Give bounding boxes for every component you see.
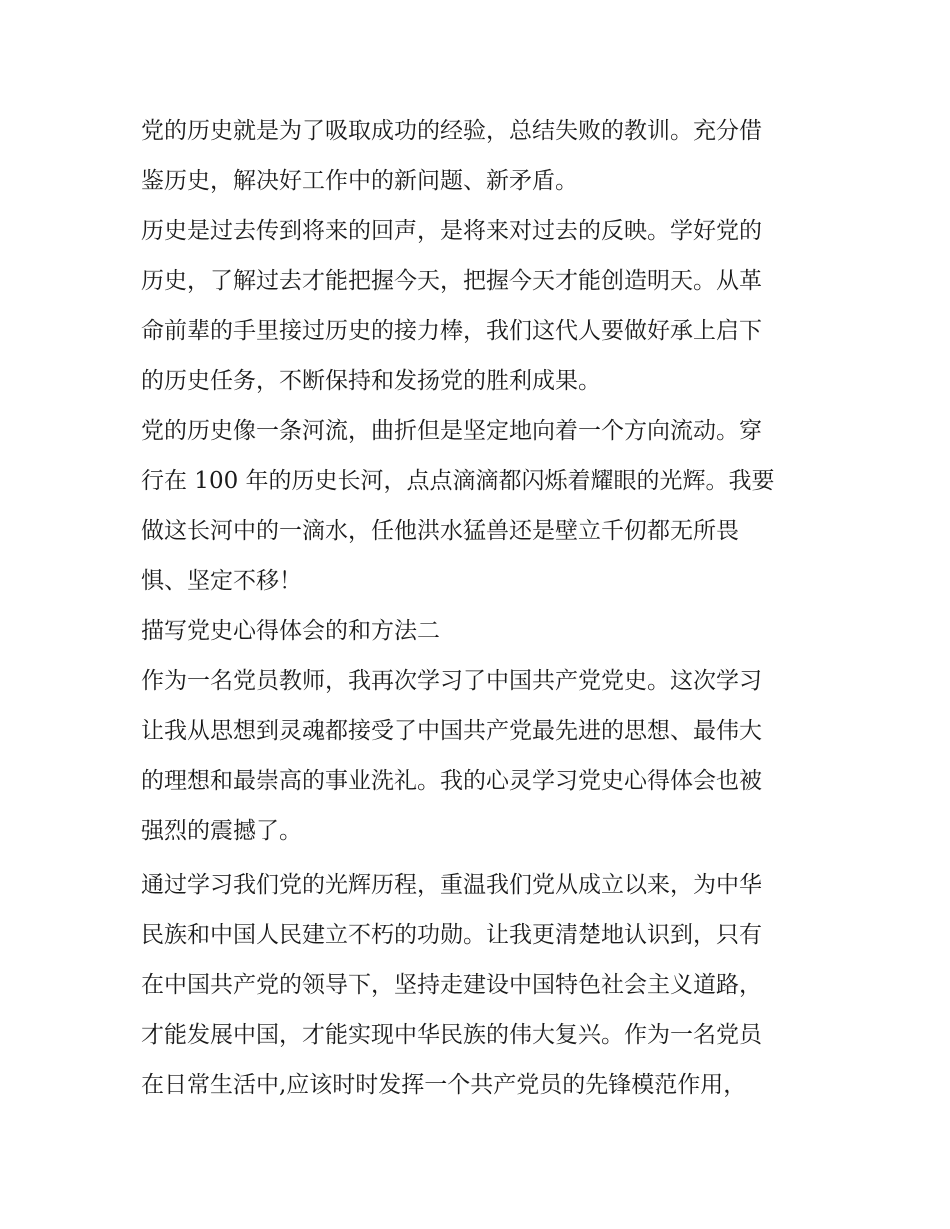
text-line: 作为一名党员教师，我再次学习了中国共产党党史。这次学习 bbox=[141, 668, 762, 694]
text-line: 党的历史就是为了吸取成功的经验，总结失败的教训。充分借 bbox=[141, 118, 762, 144]
text-line: 在中国共产党的领导下，坚持走建设中国特色社会主义道路， bbox=[141, 972, 762, 998]
text-line: 才能发展中国，才能实现中华民族的伟大复兴。作为一名党员 bbox=[141, 1022, 762, 1048]
text-line: 在日常生活中,应该时时发挥一个共产党员的先锋模范作用， bbox=[141, 1072, 747, 1098]
document-body bbox=[141, 106, 821, 1110]
text-line: 惧、坚定不移！ bbox=[141, 568, 302, 594]
text-line: 的历史任务，不断保持和发扬党的胜利成果。 bbox=[141, 368, 601, 394]
text-line: 命前辈的手里接过历史的接力棒，我们这代人要做好承上启下 bbox=[141, 318, 762, 344]
text-line: 强烈的震撼了。 bbox=[141, 818, 302, 844]
text-line: 行在 100 年的历史长河，点点滴滴都闪烁着耀眼的光辉。我要 bbox=[141, 468, 775, 494]
text-line: 让我从思想到灵魂都接受了中国共产党最先进的思想、最伟大 bbox=[141, 718, 762, 744]
text-line: 的理想和最崇高的事业洗礼。我的心灵学习党史心得体会也被 bbox=[141, 768, 762, 794]
text-line: 鉴历史，解决好工作中的新问题、新矛盾。 bbox=[141, 168, 578, 194]
text-line: 通过学习我们党的光辉历程，重温我们党从成立以来，为中华 bbox=[141, 872, 762, 898]
text-line: 历史是过去传到将来的回声，是将来对过去的反映。学好党的 bbox=[141, 218, 762, 244]
text-line: 历史，了解过去才能把握今天，把握今天才能创造明天。从革 bbox=[141, 268, 762, 294]
section-heading: 描写党史心得体会的和方法二 bbox=[141, 618, 440, 644]
text-line: 做这长河中的一滴水，任他洪水猛兽还是壁立千仞都无所畏 bbox=[141, 518, 739, 544]
text-line: 民族和中国人民建立不朽的功勋。让我更清楚地认识到，只有 bbox=[141, 922, 762, 948]
text-line: 党的历史像一条河流，曲折但是坚定地向着一个方向流动。穿 bbox=[141, 418, 762, 444]
